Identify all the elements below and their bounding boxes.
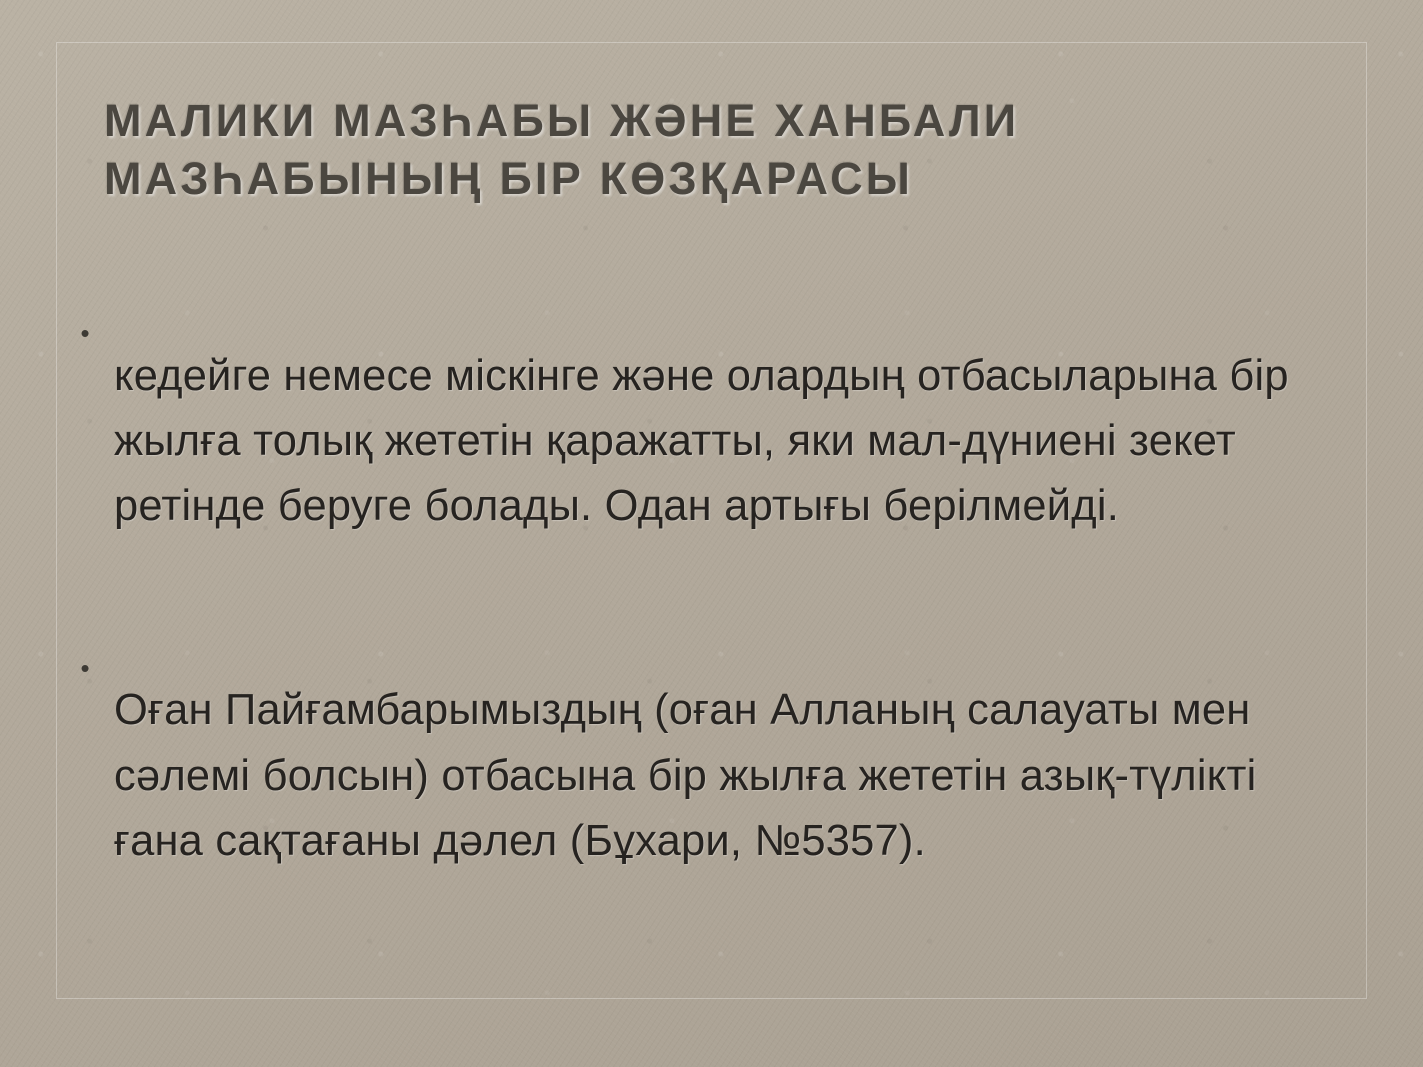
bullet-list bbox=[56, 300, 1356, 918]
list-item-text: кедейге немесе міскінге және олардың отбасыларына бір жылға толық жететін қаражатты, яки мал-дүниені зекет ретінде беруге болады. Одан артығы берілмейді. bbox=[114, 351, 1289, 530]
page-title: МАЛИКИ МАЗҺАБЫ ЖӘНЕ ХАНБАЛИ МАЗҺАБЫНЫҢ БІР КӨЗҚАРАСЫ bbox=[104, 95, 1020, 204]
bullet-point-icon: • bbox=[80, 652, 90, 683]
list-item bbox=[56, 300, 1356, 583]
list-item bbox=[56, 635, 1356, 918]
list-item-text: Оған Пайғамбарымыздың (оған Алланың салауаты мен сәлемі болсын) отбасына бір жылға жететін азық-түлікті ғана сақтағаны дәлел (Бұхари, №5357). bbox=[114, 686, 1257, 865]
bullet-point-icon: • bbox=[80, 318, 90, 348]
